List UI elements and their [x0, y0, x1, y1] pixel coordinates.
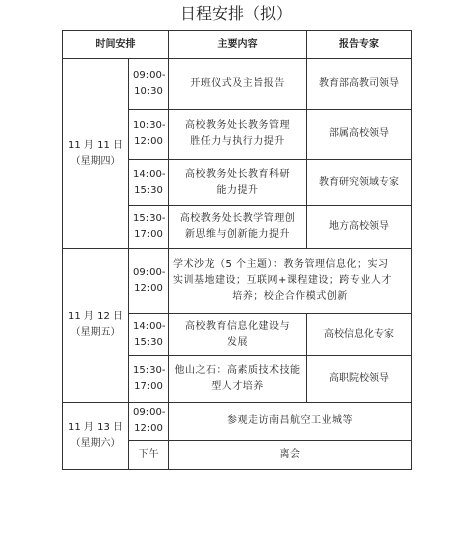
time-cell — [129, 313, 169, 355]
expert-cell: 高职院校领导 — [307, 356, 412, 402]
day-date: 11 月 13 日 — [68, 421, 123, 433]
table-row — [63, 59, 412, 109]
expert-cell: 地方高校领导 — [307, 206, 412, 249]
time-end: 15:30 — [134, 184, 163, 196]
time-cell — [129, 109, 169, 159]
expert-cell: 部属高校领导 — [307, 109, 412, 159]
day-weekday: （星期六） — [70, 437, 121, 449]
topic-line: 型人才培养 — [211, 380, 264, 392]
time-cell — [129, 356, 169, 402]
time-end: 15:30 — [134, 336, 163, 348]
time-cell — [129, 206, 169, 249]
time-start: 09:00- — [133, 407, 166, 419]
expert-cell: 教育部高教司领导 — [307, 59, 412, 109]
topic-line: 能力提升 — [216, 184, 259, 196]
day-cell — [63, 402, 129, 470]
time-start: 15:30- — [133, 364, 166, 376]
header-expert: 报告专家 — [307, 31, 412, 59]
time-start: 14:00- — [133, 320, 166, 332]
time-end: 12:00 — [134, 136, 163, 148]
table-row — [63, 402, 412, 440]
time-start: 下午 — [138, 448, 159, 460]
topic-cell — [169, 59, 307, 109]
page-title: 日程安排（拟） — [179, 4, 292, 23]
topic-line: 发展 — [227, 336, 248, 348]
time-cell — [129, 159, 169, 205]
time-cell — [129, 249, 169, 313]
time-end: 17:00 — [134, 380, 163, 392]
topic-line: 高校教务处长教育科研 — [185, 168, 290, 180]
topic-cell — [169, 249, 412, 313]
header-content: 主要内容 — [169, 31, 307, 59]
topic-line: 新思维与创新能力提升 — [185, 229, 290, 241]
topic-line: 开班仪式及主旨报告 — [190, 77, 285, 89]
time-start: 09:00- — [133, 267, 166, 279]
table-row — [63, 249, 412, 313]
time-cell — [129, 440, 169, 469]
expert-cell: 教育研究领域专家 — [307, 159, 412, 205]
day-cell — [63, 59, 129, 249]
topic-cell — [169, 440, 412, 469]
time-end: 12:00 — [134, 283, 163, 295]
day-weekday: （星期五） — [70, 327, 121, 339]
schedule-table — [62, 30, 412, 470]
time-end: 10:30 — [134, 85, 163, 97]
topic-line: 胜任力与执行力提升 — [190, 136, 285, 148]
topic-line: 高校教务处长教学管理创 — [179, 213, 296, 225]
time-end: 12:00 — [134, 423, 163, 435]
topic-line: 高校教务处长教务管理 — [185, 120, 290, 132]
time-end: 17:00 — [134, 229, 163, 241]
time-cell — [129, 59, 169, 109]
topic-line: 实训基地建设；互联网+课程建设；跨专业人才 — [173, 275, 392, 287]
day-weekday: （星期四） — [70, 155, 121, 167]
day-date: 11 月 12 日 — [68, 311, 123, 323]
header-time: 时间安排 — [63, 31, 169, 59]
topic-cell — [169, 206, 307, 249]
day-cell — [63, 249, 129, 402]
topic-line: 培养；校企合作模式创新 — [232, 291, 348, 303]
topic-line: 他山之石：高素质技术技能 — [174, 364, 301, 376]
topic-line: 学术沙龙（5 个主题）：教务管理信息化；实习 — [173, 259, 389, 271]
topic-cell — [169, 159, 307, 205]
time-start: 09:00- — [133, 69, 166, 81]
time-cell — [129, 402, 169, 440]
day-date: 11 月 11 日 — [68, 139, 123, 151]
expert-cell: 高校信息化专家 — [307, 313, 412, 355]
time-start: 10:30- — [133, 120, 166, 132]
time-start: 14:00- — [133, 168, 166, 180]
topic-cell — [169, 313, 307, 355]
header-row — [63, 31, 412, 59]
topic-line: 离会 — [279, 448, 301, 460]
topic-cell — [169, 109, 307, 159]
topic-cell — [169, 356, 307, 402]
time-start: 15:30- — [133, 213, 166, 225]
topic-line: 高校教育信息化建设与 — [185, 320, 290, 332]
topic-line: 参观走访南昌航空工业城等 — [227, 415, 353, 427]
topic-cell — [169, 402, 412, 440]
